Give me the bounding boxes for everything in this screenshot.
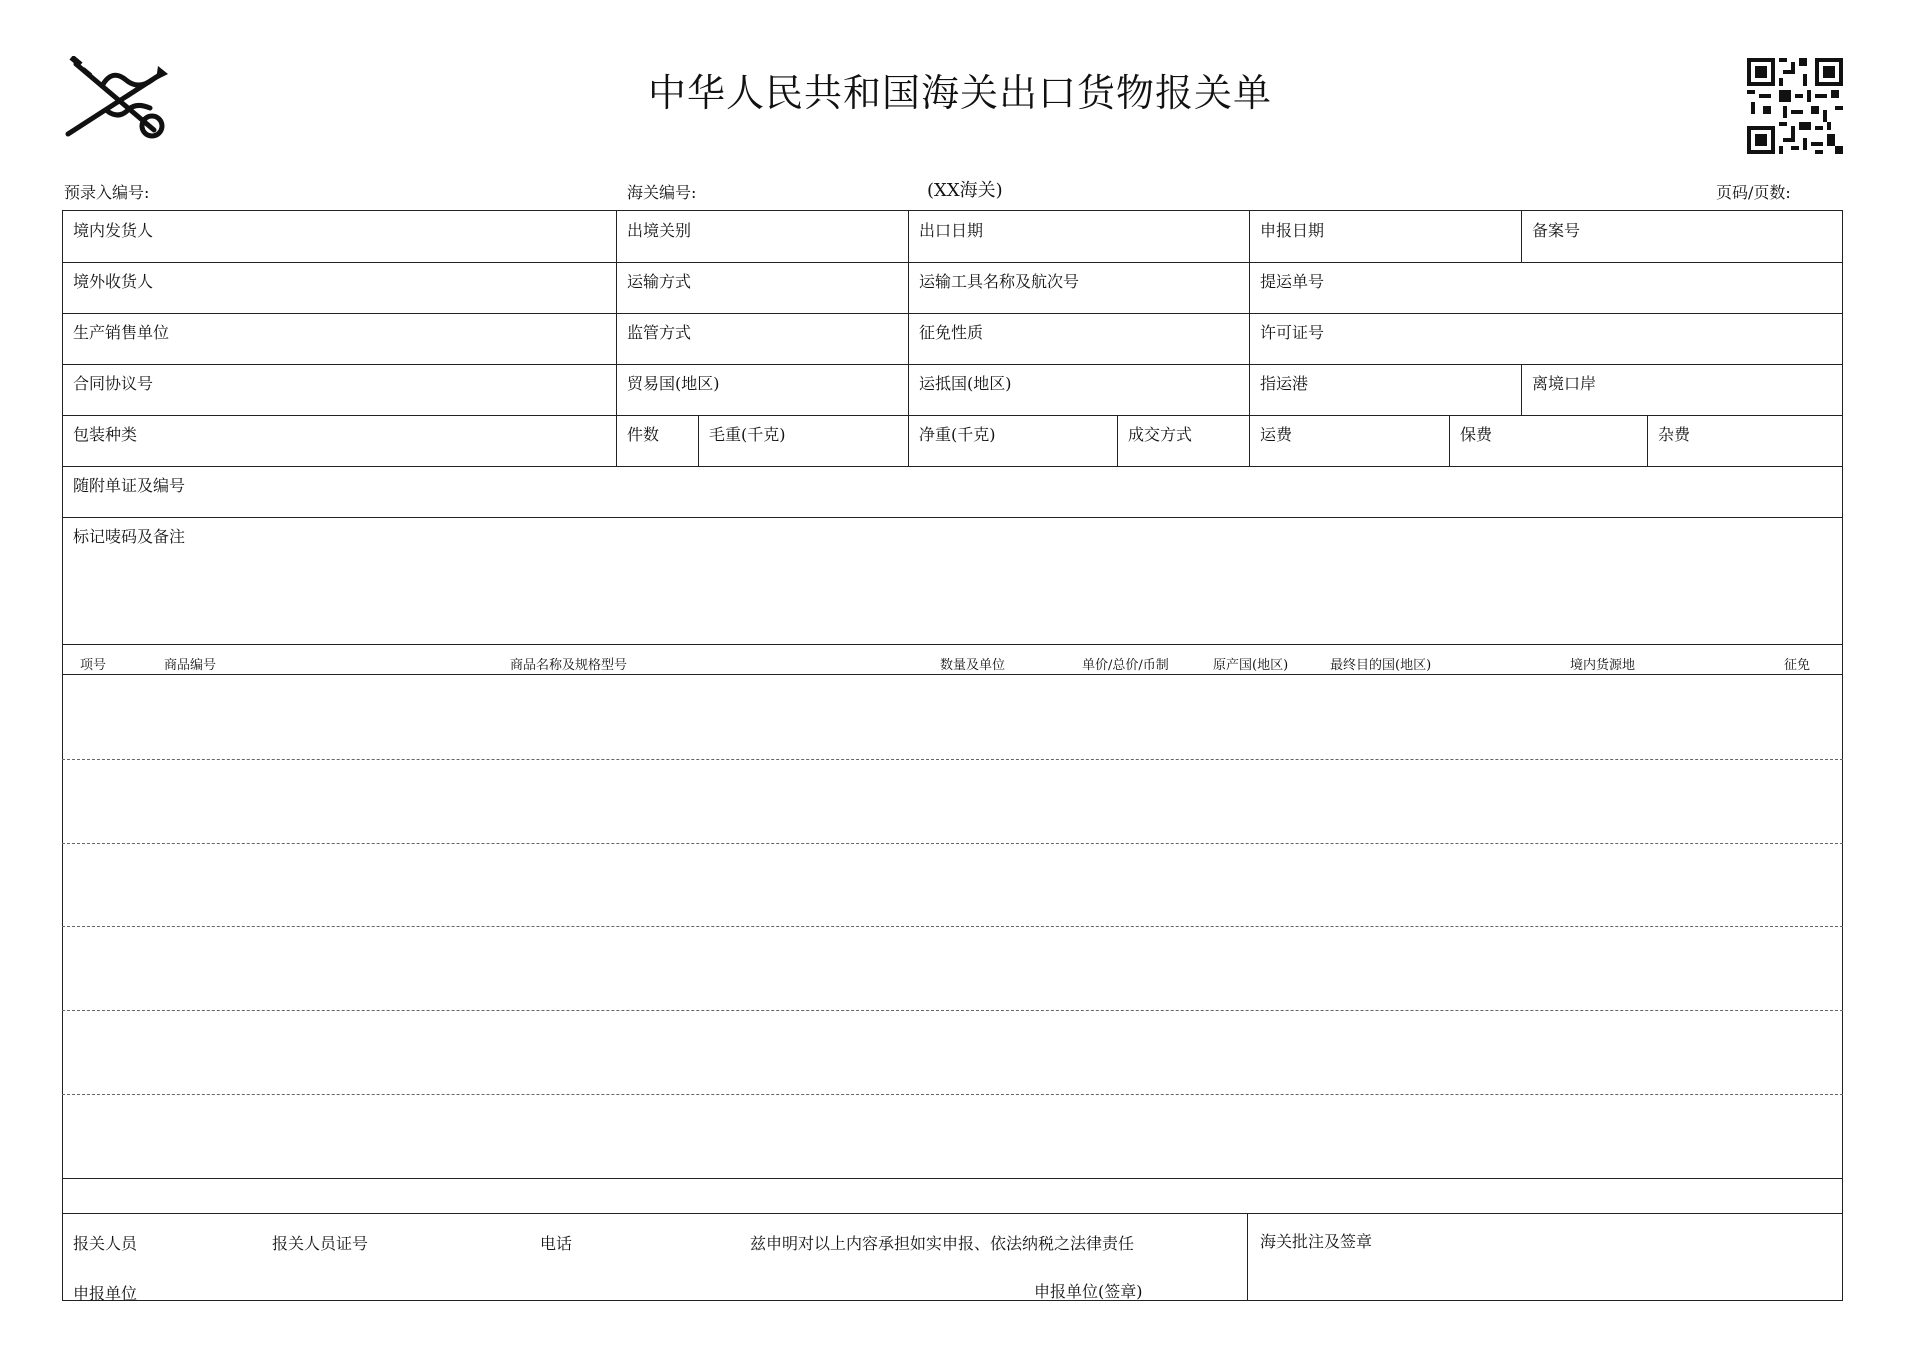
marks-remarks-label: 标记唛码及备注 [73, 527, 186, 546]
bill-of-lading-label: 提运单号 [1260, 272, 1325, 291]
declaration-date-label: 申报日期 [1260, 221, 1325, 240]
package-count-label: 件数 [627, 425, 660, 444]
row-divider [62, 674, 1843, 675]
row-divider [62, 415, 1843, 416]
exit-port-label: 离境口岸 [1532, 374, 1597, 393]
col-price-currency: 单价/总价/币制 [1082, 658, 1169, 673]
supervision-mode-label: 监管方式 [627, 323, 692, 342]
col-commodity-code: 商品编号 [164, 658, 217, 673]
transport-mode-label: 运输方式 [627, 272, 692, 291]
column-divider [908, 210, 909, 467]
declarant-label: 报关人员 [73, 1234, 138, 1253]
destination-port-label: 指运港 [1260, 374, 1309, 393]
column-divider [698, 415, 699, 467]
declaring-unit-label: 申报单位 [73, 1284, 138, 1303]
customs-approval-label: 海关批注及签章 [1260, 1232, 1373, 1251]
levy-nature-label: 征免性质 [919, 323, 984, 342]
col-final-destination: 最终目的国(地区) [1330, 658, 1432, 673]
col-origin-country: 原产国(地区) [1213, 658, 1289, 673]
col-item-no: 项号 [80, 658, 107, 673]
column-divider [1647, 415, 1648, 467]
goods-row-divider [62, 843, 1843, 844]
col-domestic-source: 境内货源地 [1570, 658, 1636, 673]
column-divider [1521, 364, 1522, 415]
qr-code-icon [1747, 58, 1843, 154]
trading-country-label: 贸易国(地区) [627, 374, 720, 393]
column-divider [1247, 1213, 1248, 1301]
column-divider [1117, 415, 1118, 467]
col-commodity-name: 商品名称及规格型号 [510, 658, 628, 673]
declarant-cert-label: 报关人员证号 [272, 1234, 369, 1253]
misc-charges-label: 杂费 [1658, 425, 1691, 444]
customs-number-label: 海关编号: [627, 183, 697, 202]
declaring-unit-seal-label: 申报单位(签章) [1034, 1282, 1143, 1301]
vessel-voyage-label: 运输工具名称及航次号 [919, 272, 1080, 291]
row-divider [62, 364, 1843, 365]
transaction-mode-label: 成交方式 [1128, 425, 1193, 444]
row-divider [62, 1178, 1843, 1179]
column-divider [616, 210, 617, 467]
goods-row-divider [62, 1010, 1843, 1011]
col-quantity-unit: 数量及单位 [940, 658, 1006, 673]
row-divider [62, 262, 1843, 263]
column-divider [1521, 210, 1522, 262]
row-divider [62, 466, 1843, 467]
customs-name: (XX海关) [927, 180, 1003, 201]
row-divider [62, 517, 1843, 518]
column-divider [1249, 210, 1250, 467]
row-divider [62, 313, 1843, 314]
gross-weight-label: 毛重(千克) [709, 425, 786, 444]
goods-row-divider [62, 759, 1843, 760]
form-title: 中华人民共和国海关出口货物报关单 [647, 71, 1272, 115]
license-number-label: 许可证号 [1260, 323, 1325, 342]
row-divider [62, 1213, 1843, 1214]
page-count-label: 页码/页数: [1716, 183, 1791, 202]
freight-label: 运费 [1260, 425, 1293, 444]
preentry-number-label: 预录入编号: [64, 183, 150, 202]
export-date-label: 出口日期 [919, 221, 984, 240]
col-levy: 征免 [1784, 658, 1811, 673]
destination-country-label: 运抵国(地区) [919, 374, 1012, 393]
overseas-consignee-label: 境外收货人 [73, 272, 154, 291]
insurance-label: 保费 [1460, 425, 1493, 444]
package-type-label: 包装种类 [73, 425, 138, 444]
contract-number-label: 合同协议号 [73, 374, 154, 393]
attached-documents-label: 随附单证及编号 [73, 476, 186, 495]
net-weight-label: 净重(千克) [919, 425, 996, 444]
phone-label: 电话 [540, 1234, 573, 1253]
record-number-label: 备案号 [1532, 221, 1581, 240]
declaration-statement: 兹申明对以上内容承担如实申报、依法纳税之法律责任 [750, 1234, 1135, 1253]
goods-row-divider [62, 926, 1843, 927]
production-unit-label: 生产销售单位 [73, 323, 170, 342]
row-divider [62, 644, 1843, 645]
goods-row-divider [62, 1094, 1843, 1095]
column-divider [1449, 415, 1450, 467]
exit-customs-label: 出境关别 [627, 221, 692, 240]
domestic-consignor-label: 境内发货人 [73, 221, 154, 240]
